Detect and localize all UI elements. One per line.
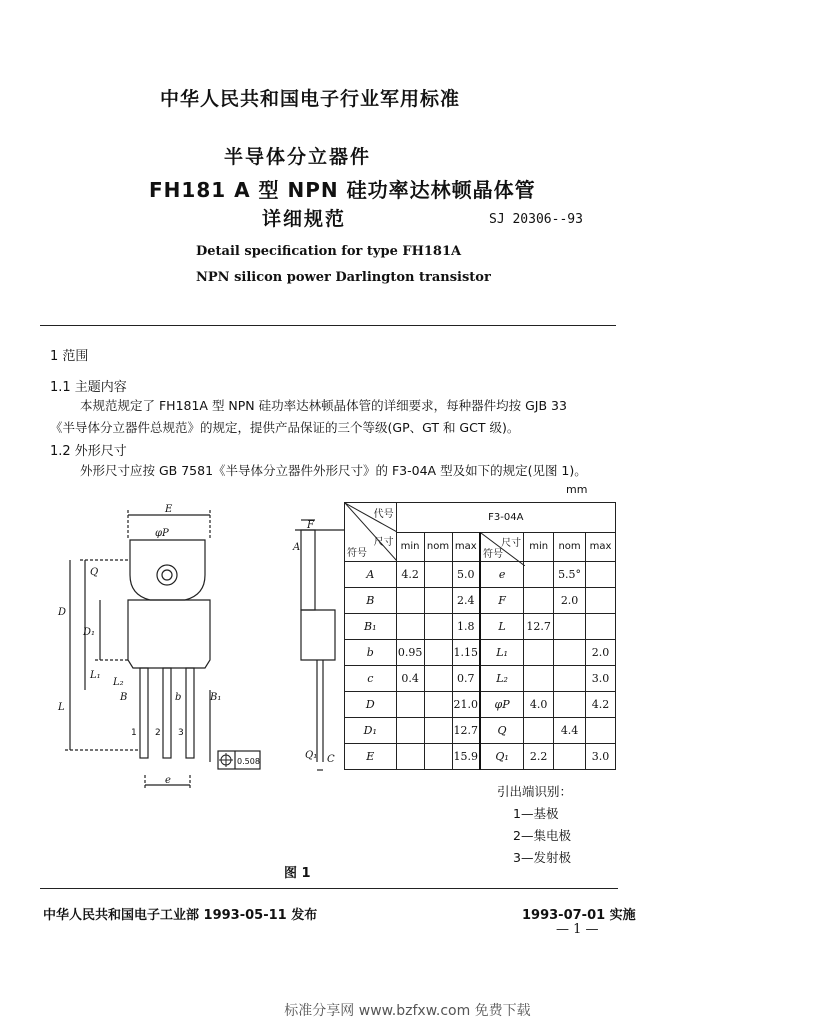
dim-label-E: E: [165, 504, 173, 515]
dim-label-L1: L₁: [90, 670, 101, 681]
title-line3: 详细规范: [262, 208, 347, 230]
cell-min2: 12.7: [524, 614, 554, 640]
section-1-heading: 1 范围: [50, 349, 89, 364]
cell-s1: b: [345, 640, 397, 666]
cell-nom1: [424, 744, 452, 770]
section-1-2-heading: 1.2 外形尺寸: [50, 444, 127, 459]
table-corner-cell-2: [480, 532, 524, 562]
col-nom-1: nom: [424, 532, 452, 562]
page-number: — 1 —: [556, 922, 599, 937]
cell-nom1: [424, 692, 452, 718]
dim-label-B1: B₁: [210, 692, 222, 703]
cell-nom2: 5.5°: [554, 562, 586, 588]
cell-s1: D: [345, 692, 397, 718]
cell-min1: [396, 692, 424, 718]
cell-max2: [586, 614, 616, 640]
pin-label-1: 1: [131, 728, 137, 738]
cell-max1: 2.4: [452, 588, 480, 614]
cell-nom1: [424, 718, 452, 744]
cell-max1: 0.7: [452, 666, 480, 692]
dim-label-Q1: Q₁: [305, 750, 318, 761]
cell-s2: F: [480, 588, 524, 614]
figure-caption: 图 1: [284, 866, 311, 881]
cell-nom1: [424, 588, 452, 614]
corner-label-top2: 尺寸: [373, 537, 394, 548]
cell-max2: [586, 588, 616, 614]
org-title: 中华人民共和国电子行业军用标准: [160, 88, 461, 110]
cell-min2: [524, 718, 554, 744]
cell-min2: [524, 588, 554, 614]
package-header: F3-04A: [396, 503, 615, 533]
footer-rule: [40, 888, 618, 889]
cell-min2: 2.2: [524, 744, 554, 770]
cell-max2: 4.2: [586, 692, 616, 718]
dim-label-b: b: [175, 692, 182, 703]
dim-label-L2: L₂: [113, 677, 124, 688]
cell-min2: [524, 562, 554, 588]
dim-label-phiP: φP: [155, 528, 169, 539]
col-nom-2: nom: [554, 532, 586, 562]
table-row: [345, 666, 616, 692]
pin-label-2: 2: [155, 728, 161, 738]
pin-legend-title: 引出端识别：: [497, 784, 573, 799]
cell-s1: A: [345, 562, 397, 588]
table-row: [345, 744, 616, 770]
cell-max1: 1.8: [452, 614, 480, 640]
tolerance-value: 0.508: [237, 757, 260, 766]
cell-min1: [396, 588, 424, 614]
english-title-1: Detail specification for type FH181A: [196, 244, 462, 259]
cell-s1: D₁: [345, 718, 397, 744]
cell-min2: 4.0: [524, 692, 554, 718]
cell-s2: L: [480, 614, 524, 640]
cell-s2: Q: [480, 718, 524, 744]
dim-label-A: A: [293, 542, 301, 553]
cell-max2: 2.0: [586, 640, 616, 666]
cell-max1: 1.15: [452, 640, 480, 666]
dimension-table: [344, 502, 616, 770]
dim-label-D: D: [58, 607, 67, 618]
cell-s2: e: [480, 562, 524, 588]
col-max-1: max: [452, 532, 480, 562]
cell-nom2: [554, 744, 586, 770]
cell-nom1: [424, 640, 452, 666]
english-title-2: NPN silicon power Darlington transistor: [196, 270, 491, 285]
cell-min1: [396, 718, 424, 744]
corner2-label-top: 尺寸: [501, 537, 522, 549]
section-1-1-heading: 1.1 主题内容: [50, 380, 127, 395]
col-min-2: min: [524, 532, 554, 562]
cell-min2: [524, 666, 554, 692]
standard-number: SJ 20306--93: [489, 212, 583, 227]
table-row: [345, 692, 616, 718]
cell-max2: [586, 718, 616, 744]
title-line1: 半导体分立器件: [224, 146, 372, 168]
dim-label-B: B: [120, 692, 128, 703]
cell-max1: 21.0: [452, 692, 480, 718]
cell-nom2: [554, 692, 586, 718]
cell-s2: φP: [480, 692, 524, 718]
cell-s2: L₂: [480, 666, 524, 692]
cell-s2: L₁: [480, 640, 524, 666]
cell-min1: [396, 744, 424, 770]
pin-legend-2: 2—集电极: [513, 828, 571, 843]
cell-max1: 12.7: [452, 718, 480, 744]
dim-label-Q: Q: [90, 567, 99, 578]
unit-label: mm: [566, 483, 588, 496]
dim-label-e: e: [165, 775, 171, 786]
cell-nom2: 4.4: [554, 718, 586, 744]
col-max-2: max: [586, 532, 616, 562]
cell-min2: [524, 640, 554, 666]
corner-label-bottom: 符号: [347, 548, 367, 559]
cell-nom2: [554, 640, 586, 666]
pin-legend-3: 3—发射极: [513, 850, 571, 865]
cell-nom1: [424, 666, 452, 692]
table-corner-cell: [345, 503, 397, 562]
cell-min1: 0.95: [396, 640, 424, 666]
dim-label-F: F: [307, 520, 314, 531]
section-1-1-text-1: 本规范规定了 FH181A 型 NPN 硅功率达林顿晶体管的详细要求，每种器件均按 GJB 33: [80, 398, 567, 413]
section-1-1-text-2: 《半导体分立器件总规范》的规定，提供产品保证的三个等级(GP、GT 和 GCT 级)。: [50, 420, 520, 435]
cell-max2: 3.0: [586, 666, 616, 692]
cell-nom2: [554, 666, 586, 692]
header-rule: [40, 325, 616, 326]
cell-nom2: 2.0: [554, 588, 586, 614]
dim-label-D1: D₁: [83, 627, 96, 638]
effective-date: 1993-07-01 实施: [522, 908, 636, 923]
cell-s1: B₁: [345, 614, 397, 640]
col-min-1: min: [396, 532, 424, 562]
table-row: [345, 718, 616, 744]
cell-nom2: [554, 614, 586, 640]
corner2-label-bottom: 符号: [482, 549, 503, 560]
cell-s1: B: [345, 588, 397, 614]
section-1-2-text: 外形尺寸应按 GB 7581《半导体分立器件外形尺寸》的 F3-04A 型及如下的规定(见图 1)。: [80, 463, 587, 478]
cell-s1: c: [345, 666, 397, 692]
corner-label-top1: 代号: [373, 509, 394, 520]
cell-min1: 4.2: [396, 562, 424, 588]
transistor-outline-figure: [55, 500, 345, 800]
cell-nom1: [424, 562, 452, 588]
dim-label-L: L: [58, 702, 65, 713]
table-row: [345, 640, 616, 666]
cell-max2: 3.0: [586, 744, 616, 770]
issuer-line: 中华人民共和国电子工业部 1993-05-11 发布: [43, 908, 318, 923]
cell-s1: E: [345, 744, 397, 770]
table-row: [345, 588, 616, 614]
pin-label-3: 3: [178, 728, 184, 738]
download-watermark: 标准分享网 www.bzfxw.com 免费下载: [284, 1003, 531, 1019]
dim-label-C: C: [327, 754, 335, 765]
cell-max1: 15.9: [452, 744, 480, 770]
cell-max1: 5.0: [452, 562, 480, 588]
title-line2: FH181 A 型 NPN 硅功率达林顿晶体管: [149, 178, 536, 202]
pin-legend-1: 1—基极: [513, 806, 559, 821]
cell-max2: [586, 562, 616, 588]
cell-nom1: [424, 614, 452, 640]
cell-min1: [396, 614, 424, 640]
cell-s2: Q₁: [480, 744, 524, 770]
table-row: [345, 614, 616, 640]
cell-min1: 0.4: [396, 666, 424, 692]
